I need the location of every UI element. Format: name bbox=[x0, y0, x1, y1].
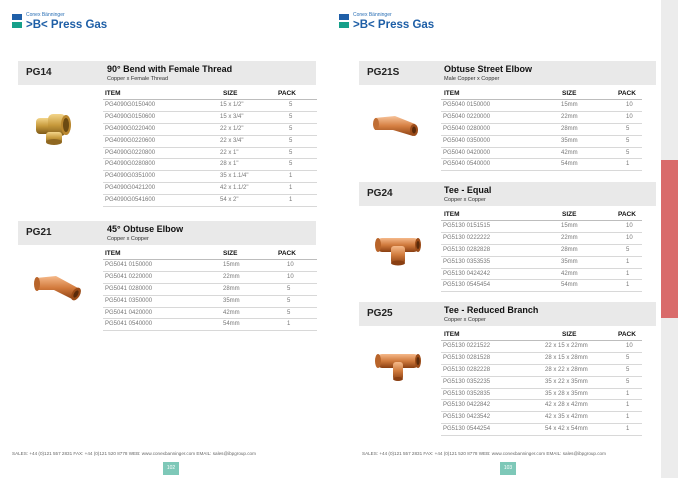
cell-item-code: PG5130 0423542 bbox=[443, 414, 491, 421]
cell-size: 35mm bbox=[223, 297, 240, 304]
page-number-right: 103 bbox=[500, 462, 516, 475]
column-size: SIZE bbox=[562, 331, 577, 338]
cell-item-code: PG5041 0280000 bbox=[105, 285, 153, 292]
cell-item-code: PG5130 0282228 bbox=[443, 366, 491, 373]
cell-item-code: PG5130 0221522 bbox=[443, 343, 491, 349]
brand-small-text: Conex Bänninger bbox=[353, 12, 392, 18]
product-image-obtuse-street-elbow bbox=[373, 110, 421, 145]
section-header-pg25 bbox=[359, 302, 656, 326]
cell-pack: 10 bbox=[287, 262, 294, 268]
cell-pack: 1 bbox=[626, 270, 630, 277]
cell-size: 22mm bbox=[561, 234, 578, 241]
section-header-pg24 bbox=[359, 182, 656, 206]
cell-item-code: PG5040 0150000 bbox=[443, 102, 491, 108]
cell-pack: 10 bbox=[626, 102, 633, 108]
cell-size: 42 x 35 x 42mm bbox=[545, 414, 588, 421]
table-header bbox=[441, 89, 642, 100]
cell-size: 35 x 22 x 35mm bbox=[545, 378, 588, 385]
brand-mark-icon bbox=[339, 14, 349, 30]
section-subtitle: Copper x Copper bbox=[107, 236, 149, 242]
cell-item-code: PG5040 0220000 bbox=[443, 113, 491, 120]
cell-size: 15mm bbox=[223, 262, 240, 268]
cell-pack: 5 bbox=[626, 125, 630, 132]
cell-size: 54mm bbox=[561, 161, 578, 168]
cell-item-code: PG4090G0280800 bbox=[105, 161, 156, 168]
cell-item-code: PG5040 0280000 bbox=[443, 125, 491, 132]
cell-pack: 10 bbox=[626, 223, 633, 229]
column-item: ITEM bbox=[105, 250, 121, 257]
table-row bbox=[441, 377, 642, 389]
table-row bbox=[441, 148, 642, 160]
column-size: SIZE bbox=[562, 211, 577, 218]
cell-pack: 5 bbox=[289, 137, 293, 144]
cell-size: 42mm bbox=[561, 149, 578, 156]
column-size: SIZE bbox=[562, 90, 577, 97]
table-row bbox=[103, 296, 317, 308]
cell-item-code: PG4090G0220800 bbox=[105, 149, 156, 156]
section-tab-marker bbox=[661, 160, 678, 318]
cell-item-code: PG4090G0150400 bbox=[105, 102, 156, 108]
cell-size: 35 x 1.1/4" bbox=[220, 173, 249, 180]
cell-size: 22mm bbox=[223, 273, 240, 280]
cell-size: 15 x 3/4" bbox=[220, 113, 244, 120]
cell-pack: 1 bbox=[626, 426, 630, 433]
cell-pack: 1 bbox=[287, 321, 291, 328]
cell-size: 28 x 22 x 28mm bbox=[545, 366, 588, 373]
column-pack: PACK bbox=[278, 250, 296, 257]
brand-small-text: Conex Bänninger bbox=[26, 12, 65, 18]
cell-item-code: PG5130 0222222 bbox=[443, 234, 491, 241]
table-row bbox=[441, 353, 642, 365]
product-image-tee-reduced-branch bbox=[373, 348, 423, 389]
column-pack: PACK bbox=[618, 331, 636, 338]
table-pg21 bbox=[103, 249, 317, 331]
cell-size: 15 x 1/2" bbox=[220, 102, 244, 108]
column-item: ITEM bbox=[444, 90, 460, 97]
cell-pack: 10 bbox=[626, 234, 633, 241]
cell-pack: 1 bbox=[626, 282, 630, 289]
table-row bbox=[103, 100, 317, 112]
table-header bbox=[103, 89, 317, 100]
cell-item-code: PG5041 0350000 bbox=[105, 297, 153, 304]
section-title: Obtuse Street Elbow bbox=[444, 64, 533, 74]
cell-pack: 5 bbox=[287, 309, 291, 316]
cell-pack: 5 bbox=[289, 161, 293, 168]
cell-size: 15mm bbox=[561, 102, 578, 108]
section-header-pg21s bbox=[359, 61, 656, 85]
cell-size: 28mm bbox=[561, 125, 578, 132]
cell-size: 22 x 1/2" bbox=[220, 125, 244, 132]
table-header bbox=[103, 249, 317, 260]
cell-item-code: PG5041 0220000 bbox=[105, 273, 153, 280]
table-row bbox=[441, 280, 642, 292]
table-row bbox=[103, 112, 317, 124]
section-subtitle: Copper x Copper bbox=[444, 317, 486, 323]
table-row bbox=[441, 124, 642, 136]
cell-pack: 5 bbox=[626, 246, 630, 253]
table-row bbox=[103, 284, 317, 296]
cell-item-code: PG5041 0540000 bbox=[105, 321, 153, 328]
cell-item-code: PG4090G0421200 bbox=[105, 185, 156, 192]
product-image-45-obtuse-elbow bbox=[32, 268, 84, 309]
cell-item-code: PG4090G0150600 bbox=[105, 113, 156, 120]
table-row bbox=[103, 272, 317, 284]
table-row bbox=[441, 233, 642, 245]
product-image-tee-equal bbox=[373, 230, 423, 271]
cell-pack: 10 bbox=[626, 343, 633, 349]
cell-size: 28mm bbox=[223, 285, 240, 292]
cell-item-code: PG4090G0220600 bbox=[105, 137, 156, 144]
footer-contact-right: SALES: +44 (0)121 557 2831 FAX: +44 (0)121 520 8778 WEB: www.conexbanninger.com EMAIL: sales@ibpgroup.com bbox=[362, 451, 606, 456]
table-row bbox=[103, 183, 317, 195]
cell-item-code: PG5130 0352235 bbox=[443, 378, 491, 385]
cell-pack: 5 bbox=[626, 149, 630, 156]
cell-item-code: PG5130 0151515 bbox=[443, 223, 491, 229]
cell-size: 42mm bbox=[223, 309, 240, 316]
cell-size: 35mm bbox=[561, 137, 578, 144]
table-row bbox=[103, 308, 317, 320]
table-row bbox=[441, 424, 642, 436]
section-code: PG24 bbox=[367, 188, 393, 199]
cell-size: 35 x 28 x 35mm bbox=[545, 390, 588, 397]
cell-item-code: PG5130 0352835 bbox=[443, 390, 491, 397]
cell-pack: 5 bbox=[289, 125, 293, 132]
section-code: PG21S bbox=[367, 67, 400, 78]
section-subtitle: Male Copper x Copper bbox=[444, 76, 500, 82]
cell-size: 22 x 1" bbox=[220, 149, 239, 156]
cell-item-code: PG5040 0420000 bbox=[443, 149, 491, 156]
table-pg21s bbox=[441, 89, 642, 171]
page-edge-strip bbox=[661, 0, 678, 478]
cell-size: 22 x 3/4" bbox=[220, 137, 244, 144]
cell-pack: 5 bbox=[626, 354, 630, 361]
section-code: PG25 bbox=[367, 308, 393, 319]
cell-item-code: PG4090G0351000 bbox=[105, 173, 156, 180]
cell-size: 15mm bbox=[561, 223, 578, 229]
cell-pack: 5 bbox=[626, 137, 630, 144]
cell-size: 28 x 15 x 28mm bbox=[545, 354, 588, 361]
cell-pack: 5 bbox=[289, 102, 293, 108]
brand-mark-icon bbox=[12, 14, 22, 30]
cell-size: 54 x 42 x 54mm bbox=[545, 426, 588, 433]
table-row bbox=[103, 260, 317, 272]
brand-title: >B< Press Gas bbox=[353, 19, 435, 31]
cell-item-code: PG4090G0541600 bbox=[105, 197, 156, 204]
cell-pack: 10 bbox=[626, 113, 633, 120]
column-item: ITEM bbox=[105, 90, 121, 97]
cell-pack: 10 bbox=[287, 273, 294, 280]
cell-size: 28 x 1" bbox=[220, 161, 239, 168]
cell-size: 42mm bbox=[561, 270, 578, 277]
cell-pack: 5 bbox=[626, 366, 630, 373]
section-title: 90° Bend with Female Thread bbox=[107, 64, 233, 74]
footer-contact-left: SALES: +44 (0)121 557 2831 FAX: +44 (0)121 520 8778 WEB: www.conexbanninger.com EMAIL: sales@ibpgroup.com bbox=[12, 451, 256, 456]
cell-size: 54 x 2" bbox=[220, 197, 239, 204]
cell-item-code: PG5041 0150000 bbox=[105, 262, 153, 268]
cell-item-code: PG5130 0545454 bbox=[443, 282, 491, 289]
column-size: SIZE bbox=[223, 90, 238, 97]
cell-size: 54mm bbox=[223, 321, 240, 328]
table-row bbox=[441, 221, 642, 233]
table-row bbox=[103, 319, 317, 331]
section-code: PG14 bbox=[26, 67, 52, 78]
cell-pack: 1 bbox=[289, 185, 293, 192]
cell-size: 54mm bbox=[561, 282, 578, 289]
column-pack: PACK bbox=[278, 90, 296, 97]
cell-item-code: PG4090G0220400 bbox=[105, 125, 156, 132]
cell-pack: 1 bbox=[626, 390, 630, 397]
table-row bbox=[441, 365, 642, 377]
cell-size: 28mm bbox=[561, 246, 578, 253]
cell-size: 22 x 15 x 22mm bbox=[545, 343, 588, 349]
column-item: ITEM bbox=[444, 211, 460, 218]
section-subtitle: Copper x Female Thread bbox=[107, 76, 169, 82]
column-size: SIZE bbox=[223, 250, 238, 257]
table-row bbox=[441, 389, 642, 401]
section-title: Tee - Equal bbox=[444, 185, 492, 195]
product-image-90-bend-female-thread bbox=[34, 112, 76, 151]
column-pack: PACK bbox=[618, 90, 636, 97]
cell-pack: 1 bbox=[626, 258, 630, 265]
cell-item-code: PG5130 0281528 bbox=[443, 354, 491, 361]
cell-item-code: PG5040 0350000 bbox=[443, 137, 491, 144]
cell-pack: 5 bbox=[289, 149, 293, 156]
section-title: 45° Obtuse Elbow bbox=[107, 224, 184, 234]
table-pg14 bbox=[103, 89, 317, 207]
cell-pack: 1 bbox=[626, 161, 630, 168]
cell-pack: 5 bbox=[287, 297, 291, 304]
cell-item-code: PG5130 0544254 bbox=[443, 426, 491, 433]
table-row bbox=[103, 159, 317, 171]
cell-pack: 1 bbox=[289, 197, 293, 204]
cell-item-code: PG5130 0422842 bbox=[443, 402, 491, 409]
table-row bbox=[441, 341, 642, 353]
cell-pack: 1 bbox=[626, 414, 630, 421]
cell-size: 42 x 28 x 42mm bbox=[545, 402, 588, 409]
table-row bbox=[441, 269, 642, 281]
table-row bbox=[441, 159, 642, 171]
table-row bbox=[103, 148, 317, 160]
cell-pack: 1 bbox=[289, 173, 293, 180]
cell-item-code: PG5040 0540000 bbox=[443, 161, 491, 168]
cell-size: 22mm bbox=[561, 113, 578, 120]
cell-pack: 5 bbox=[626, 378, 630, 385]
cell-pack: 1 bbox=[626, 402, 630, 409]
cell-item-code: PG5130 0424242 bbox=[443, 270, 491, 277]
column-item: ITEM bbox=[444, 331, 460, 338]
section-subtitle: Copper x Copper bbox=[444, 197, 486, 203]
table-row bbox=[441, 412, 642, 424]
section-header-pg21 bbox=[18, 221, 316, 245]
cell-size: 42 x 1.1/2" bbox=[220, 185, 249, 192]
table-row bbox=[441, 245, 642, 257]
section-code: PG21 bbox=[26, 227, 52, 238]
section-header-pg14 bbox=[18, 61, 316, 85]
section-title: Tee - Reduced Branch bbox=[444, 305, 539, 315]
right-page bbox=[339, 0, 661, 478]
cell-size: 35mm bbox=[561, 258, 578, 265]
cell-item-code: PG5130 0353535 bbox=[443, 258, 491, 265]
table-row bbox=[441, 100, 642, 112]
table-row bbox=[103, 136, 317, 148]
table-row bbox=[441, 257, 642, 269]
column-pack: PACK bbox=[618, 211, 636, 218]
cell-item-code: PG5041 0420000 bbox=[105, 309, 153, 316]
table-row bbox=[103, 124, 317, 136]
table-row bbox=[441, 112, 642, 124]
table-pg24 bbox=[441, 210, 642, 292]
cell-pack: 5 bbox=[289, 113, 293, 120]
table-row bbox=[441, 400, 642, 412]
table-row bbox=[103, 195, 317, 207]
brand-title: >B< Press Gas bbox=[26, 19, 108, 31]
table-pg25 bbox=[441, 330, 642, 436]
table-row bbox=[441, 136, 642, 148]
table-header bbox=[441, 330, 642, 341]
cell-pack: 5 bbox=[287, 285, 291, 292]
table-row bbox=[103, 171, 317, 183]
table-header bbox=[441, 210, 642, 221]
cell-item-code: PG5130 0282828 bbox=[443, 246, 491, 253]
page-number-left: 102 bbox=[163, 462, 179, 475]
